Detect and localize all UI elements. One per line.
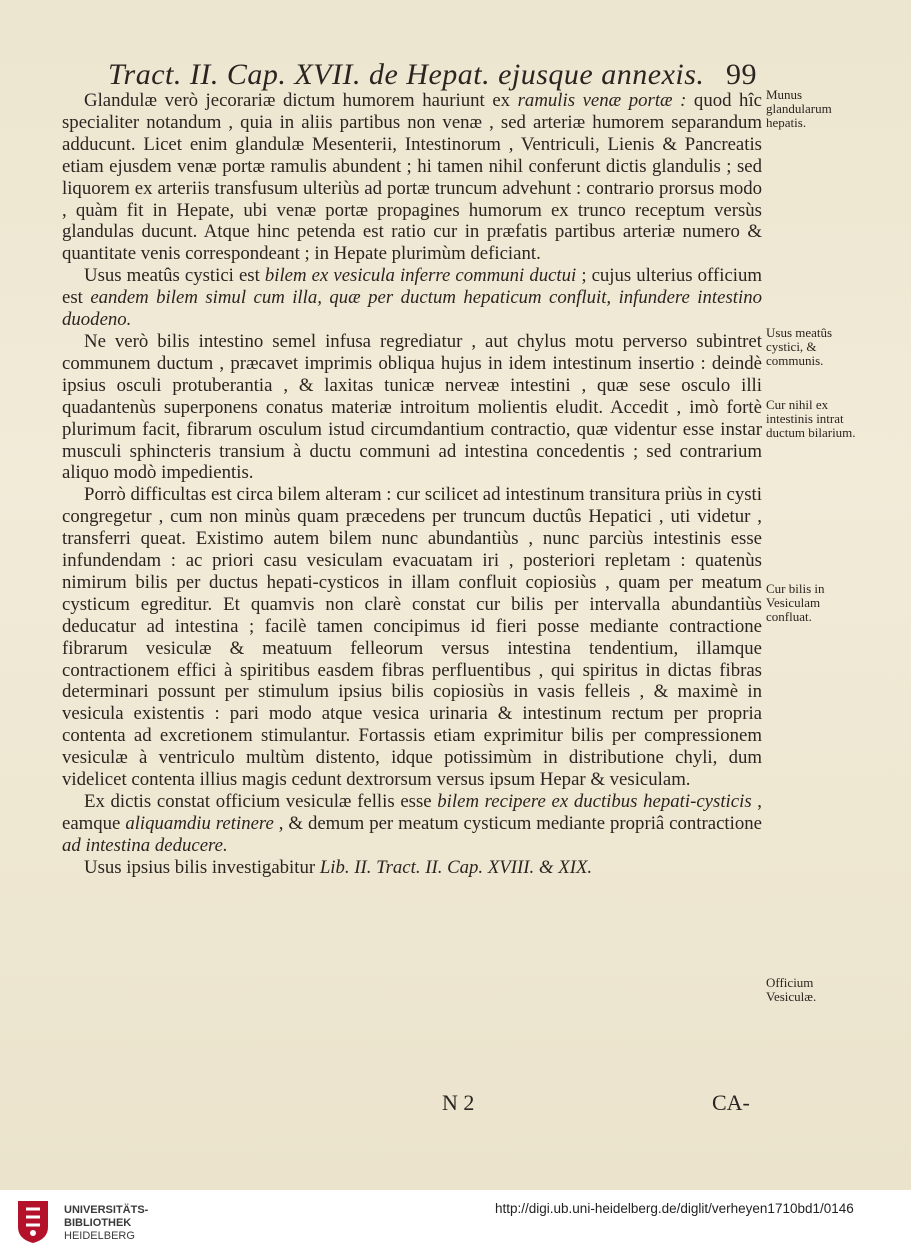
text-run: , eamque	[62, 791, 762, 834]
text-run: Porrò difficultas est circa bilem alteram : cur scilicet ad intestinum transitura priùs in cysti congregetur , cum non minùs quam præcedens per truncum ductûs Hepatici , uti videtur , transferri queat. Existimo autem bilem nunc abundantiùs , nunc parciùs intestinis esse infundendam : ac priori casu vesiculam evacuatam iri , posteriori repletam : quatenùs nimirum bilis per ductus hepati-cysticos in illam confluit copiosiùs , quam per meatum cysticum egreditur. Et quamvis non clarè constat cur bilis per intervalla abundantiùs deducatur ad intestina ; facilè tamen concipimus id fieri posse mediante contractione fibrarum vesiculæ & meatuum felleorum versus intestina tendentium, illamque contractionem effici à spiritibus easdem fibras perfluentibus , qui spiritus in dictas fibras determinari possunt per stimulum ipsius bilis copiosiùs in vasis felleis , & maximè in vesicula existentis : pari modo atque vesica urinaria & intestinum rectum per propria contenta ad excretionem stimulantur. Fortassis etiam exprimitur bilis per compressionem vesiculæ à ventriculo multùm distento, idque potissimùm in distributione chyli, dum videlicet contenta illius magis cedunt dextrorsum versus ipsum Hepar & vesiculam.	[62, 484, 762, 791]
italic-run: Lib. II. Tract. II. Cap. XVIII. & XIX.	[319, 856, 593, 878]
library-name: UNIVERSITÄTS- BIBLIOTHEK HEIDELBERG	[64, 1204, 149, 1242]
university-seal-icon	[10, 1197, 56, 1245]
page-number: 99	[726, 58, 757, 91]
text-run: Usus meatûs cystici est	[84, 265, 265, 287]
signature-mark: N 2	[442, 1090, 475, 1115]
text-run: Glandulæ verò jecorariæ dictum humorem hauriunt ex	[84, 90, 518, 111]
paragraph	[62, 791, 762, 857]
paragraph	[62, 857, 762, 879]
text-run: ; cujus ulterius officium est	[62, 265, 762, 309]
italic-run: bilem ex vesicula inferre communi ductui	[264, 265, 577, 287]
header-title: Tract. II. Cap. XVII. de Hepat. ejusque annexis.	[108, 58, 705, 91]
running-header	[108, 58, 768, 92]
text-run: quod hîc specialiter notandum , quia in aliis partibus non venæ , sed arteriæ humorem separandum adducunt. Licet enim glandulæ Mesenterii, Intestinorum , Ventriculi, Lienis & Pancreatis etiam ejusdem venæ portæ ramulis abundent ; hi tamen nihil conferunt dictis glandulis ; sed liquorem ex arteriis transfusum ulteriùs ad portæ truncum advehunt : contrario prorsus modo , quàm fit in Hepate, ubi venæ portæ propagines humorum ex trunco receptum versùs glandulas ducunt. Atque hinc petenda est ratio cur in præfatis partibus arteriæ numero & quantitate venis correspondeant ; in Hepate plurimùm deficiant.	[62, 90, 762, 265]
italic-run: ad intestina deducere.	[62, 834, 228, 856]
text-run: Usus ipsius bilis investigabitur	[84, 856, 320, 878]
marginal-note: Cur bilis in Vesiculam confluat.	[766, 581, 825, 624]
marginal-note: Munus glandularum hepatis.	[766, 87, 832, 130]
italic-run: ramulis venæ portæ :	[517, 90, 687, 111]
marginal-note: Usus meatûs cystici, & communis.	[766, 325, 833, 368]
italic-run: eandem bilem simul cum illa, quæ per ductum hepaticum confluit, infundere intestino duodeno.	[62, 287, 762, 331]
paragraph	[62, 265, 762, 331]
catchword: CA-	[712, 1090, 750, 1115]
body-text	[62, 90, 762, 879]
paragraph	[62, 331, 762, 484]
paragraph	[62, 484, 762, 791]
marginal-note: Cur nihil ex intestinis intrat ductum bilarium.	[766, 397, 856, 440]
source-url-link[interactable]: http://digi.ub.uni-heidelberg.de/diglit/verheyen1710bd1/0146	[495, 1201, 854, 1216]
italic-run: bilem recipere ex ductibus hepati-cysticis	[437, 791, 752, 812]
marginal-note: Officium Vesiculæ.	[766, 975, 817, 1004]
text-run: Ex dictis constat officium vesiculæ fellis esse	[84, 791, 438, 812]
text-run: , & demum per meatum cysticum mediante propriâ contractione	[273, 812, 762, 834]
paragraph	[62, 90, 762, 265]
italic-run: aliquamdiu retinere	[125, 812, 274, 834]
text-run: Ne verò bilis intestino semel infusa regrediatur , aut chylus motu perverso subintret communem ductum , præcavet imprimis obliqua hujus in idem intestinum insertio : deindè ipsius osculi protuberantia , & laxitas tunicæ nerveæ intestini , quæ sese osculo illi quadantenùs superponens conatus materiæ introitum molientis eludit. Accedit , imò fortè plurimum facit, fibrarum osculum istud circumdantium contractio, quæ videntur esse instar musculi sphincteris transium à ductu communi ad intestina concedentis ; sed contrarium aliquo modò impedientis.	[62, 330, 762, 484]
